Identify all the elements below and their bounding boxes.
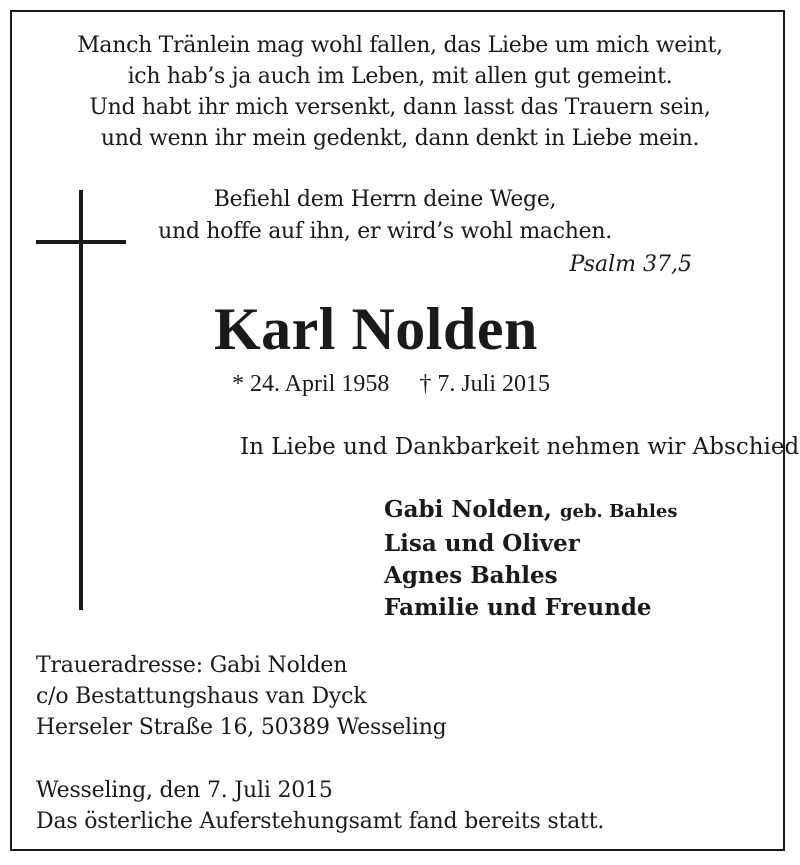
- cross-icon: [79, 190, 83, 610]
- poem-line: ich hab’s ja auch im Leben, mit allen gut gemeint.: [127, 64, 673, 89]
- service-note: Das österliche Auferstehungsamt fand bereits statt.: [36, 809, 605, 834]
- mourner-item: Familie und Freunde: [384, 594, 652, 621]
- address-line: c/o Bestattungshaus van Dyck: [36, 684, 367, 709]
- life-dates: [232, 368, 550, 400]
- farewell-text: In Liebe und Dankbarkeit nehmen wir Abschied: [240, 434, 800, 460]
- poem: [40, 30, 760, 154]
- place-date: Wesseling, den 7. Juli 2015: [36, 778, 333, 803]
- psalm-line: Befiehl dem Herrn deine Wege,: [213, 187, 557, 212]
- address-line: Herseler Straße 16, 50389 Wesseling: [36, 715, 447, 740]
- psalm-verse: [140, 184, 630, 248]
- mourner-item: Agnes Bahles: [384, 562, 558, 589]
- mourner-note: geb. Bahles: [559, 501, 678, 522]
- mourner-item: [384, 494, 677, 528]
- cross-icon-bar: [36, 240, 126, 244]
- mourner-name: Gabi Nolden,: [384, 496, 552, 523]
- closing-info: [36, 775, 604, 837]
- mourners-list: [384, 494, 677, 624]
- poem-line: und wenn ihr mein gedenkt, dann denkt in Liebe mein.: [100, 126, 700, 151]
- mourning-address: [36, 650, 447, 743]
- address-line: Traueradresse: Gabi Nolden: [36, 653, 348, 678]
- poem-line: Und habt ihr mich versenkt, dann lasst das Trauern sein,: [89, 95, 711, 120]
- poem-line: Manch Tränlein mag wohl fallen, das Liebe um mich weint,: [77, 33, 723, 58]
- psalm-line: und hoffe auf ihn, er wird’s wohl machen.: [158, 219, 612, 244]
- deceased-name: Karl Nolden: [214, 296, 538, 362]
- mourner-item: Lisa und Oliver: [384, 530, 580, 557]
- psalm-reference: Psalm 37,5: [569, 252, 692, 277]
- birth-date: * 24. April 1958: [232, 371, 390, 397]
- death-date: † 7. Juli 2015: [419, 371, 551, 397]
